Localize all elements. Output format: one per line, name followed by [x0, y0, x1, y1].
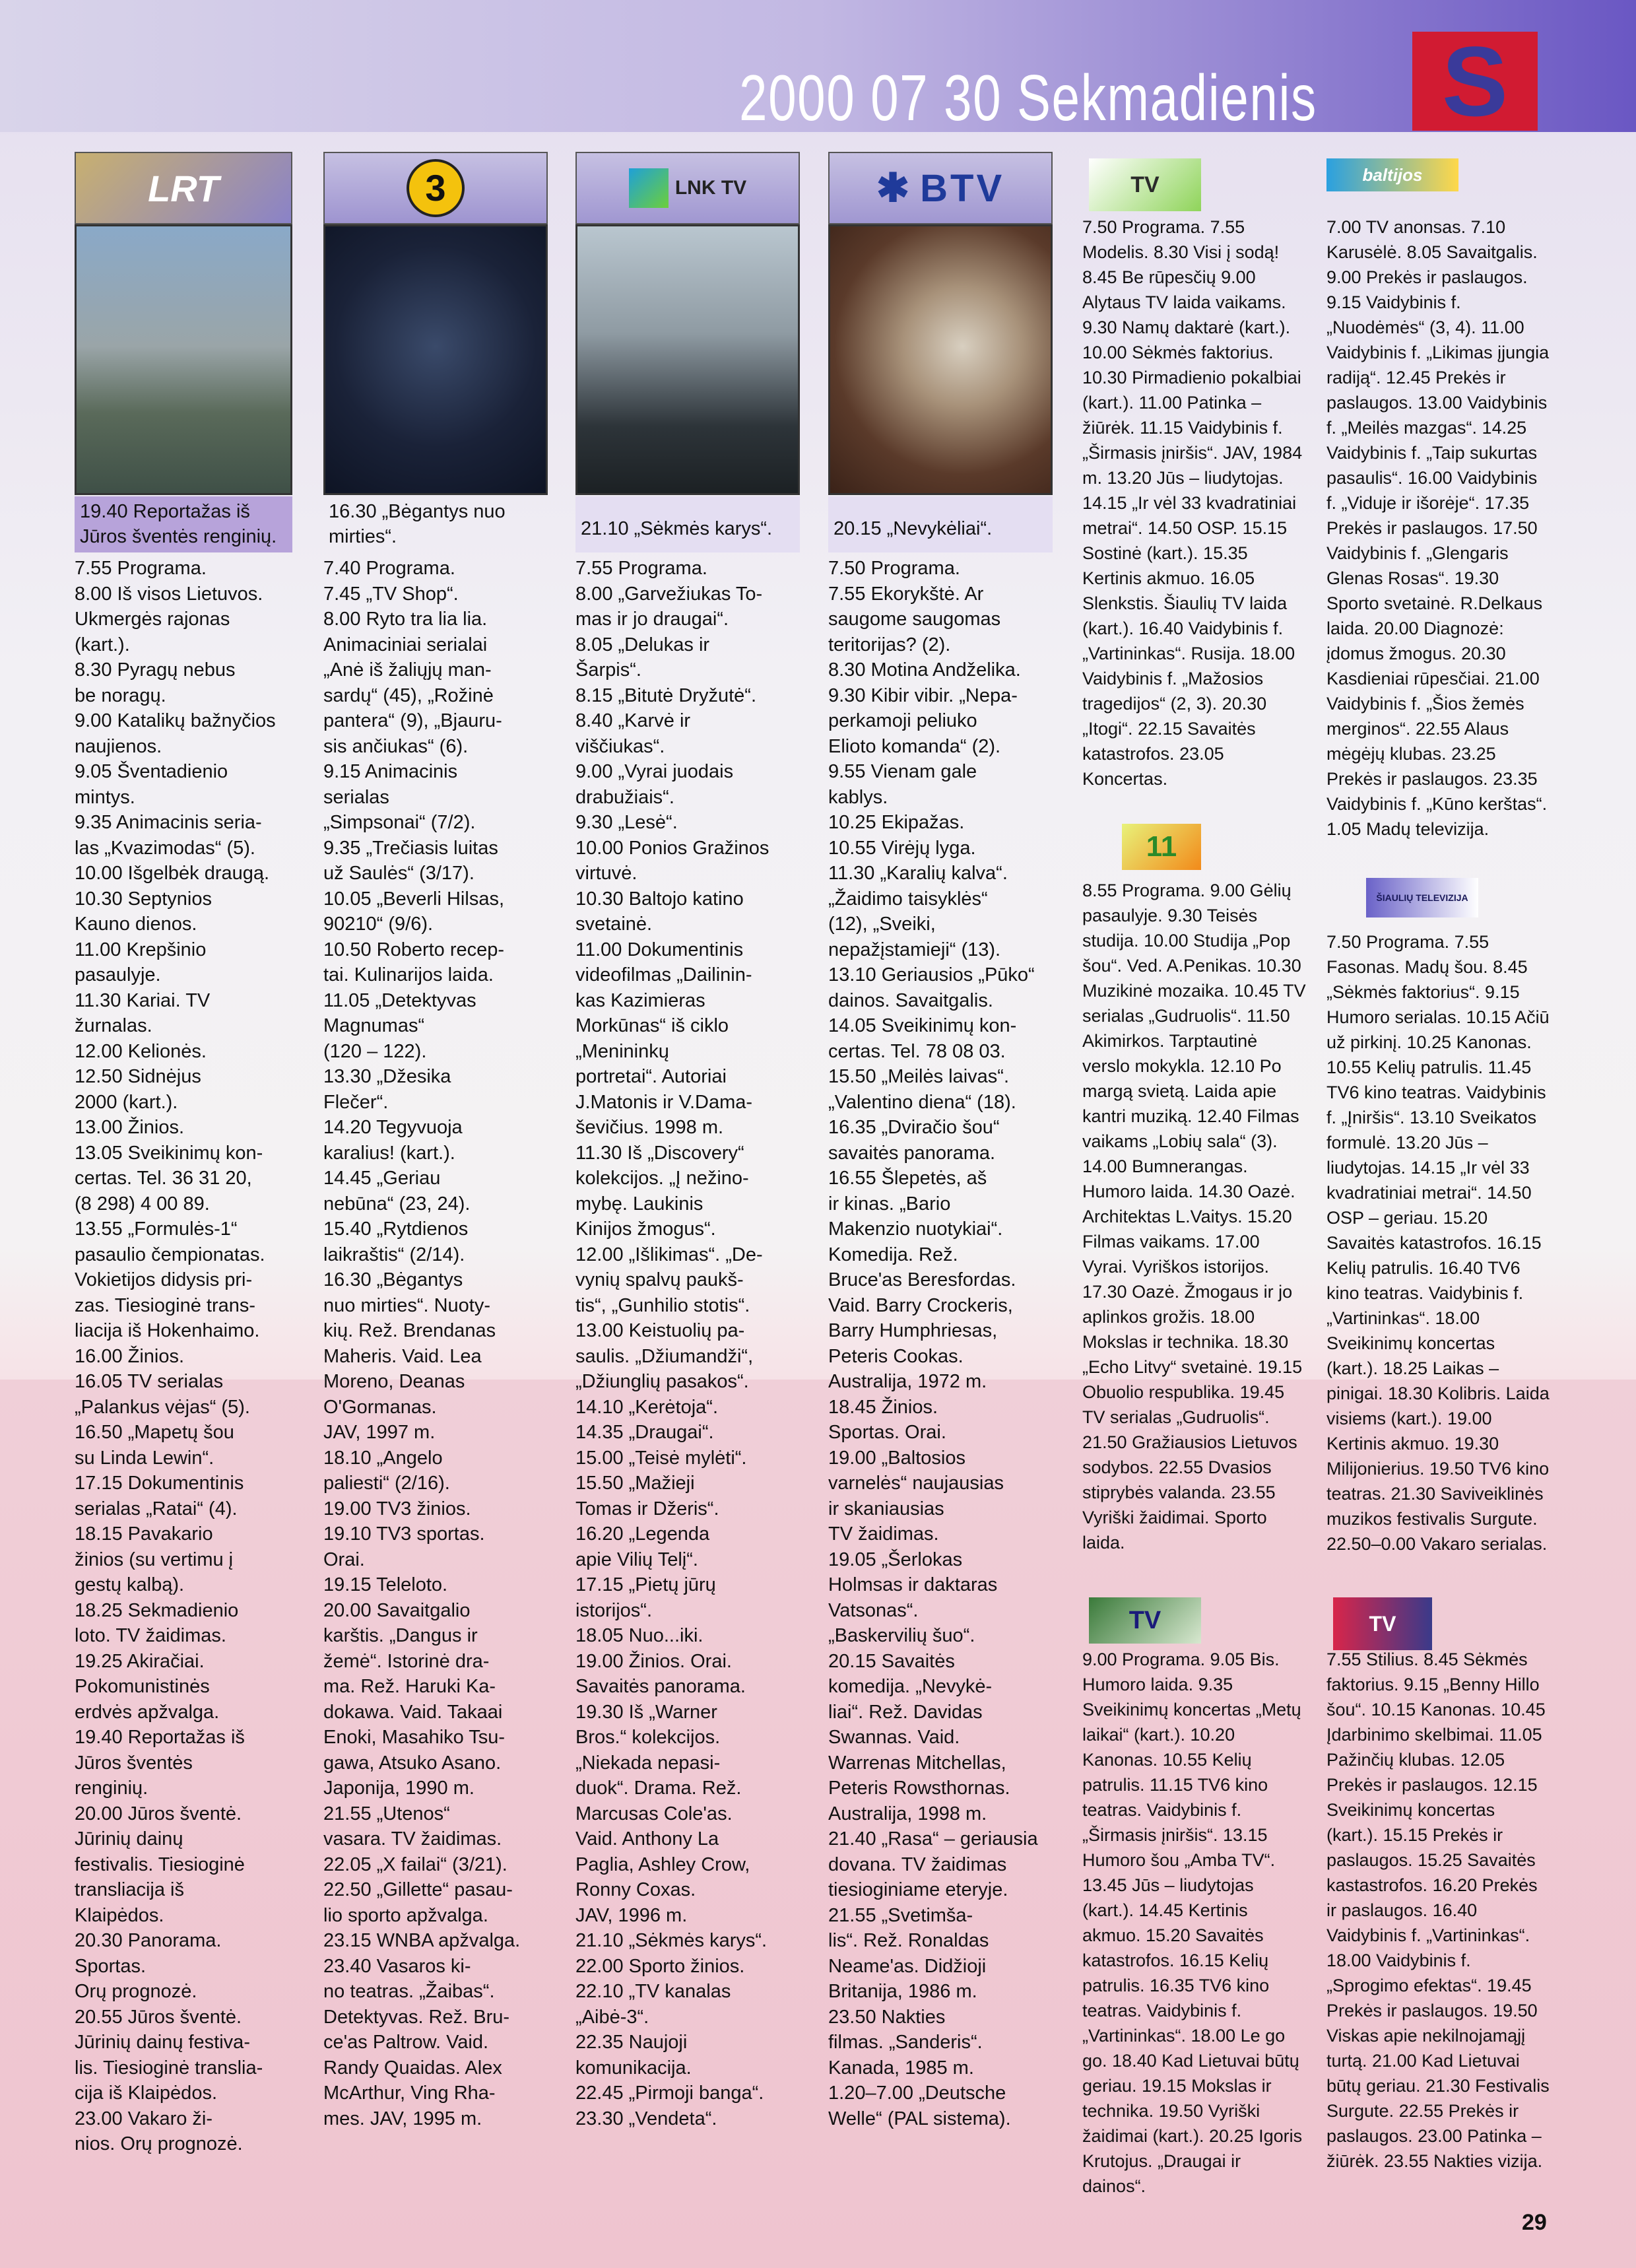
schedule-line: Peteris Cookas.	[828, 1345, 964, 1367]
schedule-line: 23.15 WNBA apžvalga.	[323, 1930, 521, 1951]
schedule-line: žinios (su vertimu į	[75, 1549, 234, 1570]
schedule-line: „Simpsonai“ (7/2).	[323, 812, 476, 833]
schedule-line: Marcusas Cole'as.	[575, 1803, 733, 1824]
schedule-line: 20.00 Savaitgalio	[323, 1599, 471, 1621]
schedule-line: 23.50 Nakties	[828, 2006, 946, 2028]
schedule-line: 18.15 Pavakario	[75, 1523, 213, 1545]
schedule-line: Kinijos žmogus“.	[575, 1218, 716, 1240]
schedule-line: McArthur, Ving Rha-	[323, 2083, 496, 2104]
schedule-line: mas ir jo draugai“.	[575, 609, 729, 630]
schedule-line: portretai“. Autoriai	[575, 1066, 727, 1087]
schedule-line: 19.00 „Baltosios	[828, 1447, 965, 1469]
schedule-line: pasaulio čempionatas.	[75, 1244, 265, 1265]
schedule-line: 22.10 „TV kanalas	[575, 1981, 731, 2002]
schedule-line: 8.15 „Bitutė Dryžutė“.	[575, 684, 756, 706]
schedule-baltijos: 7.00 TV anonsas. 7.10 Karusėlė. 8.05 Savaitgalis. 9.00 Prekės ir paslaugos. 9.15 Vaidybinis f. „Nuodėmės“ (3, 4). 11.00 Vaidybinis f. „Likimas įjungia radiją“. 12.45 Prekės ir paslaugos. 13.00 Vaidybinis f. „Meilės mazgas“. 14.25 Vaidybinis f. „Taip sukurtas pasaulis“. 16.00 Vaidybinis f. „Viduje ir išorėje“. 17.35 Prekės ir paslaugos. 17.50 Vaidybinis f. „Glengaris Glenas Rosas“. 19.30 Sporto svetainė. R.Delkaus laida. 20.00 Diagnozė: įdomus žmogus. 20.30 Kasdieniai rūpesčiai. 21.00 Vaidybinis f. „Šios žemės merginos“. 22.55 Alaus mėgėjų klubas. 23.25 Prekės ir paslaugos. 23.35 Vaidybinis f. „Kūno kerštas“. 1.05 Madų televizija.	[1326, 217, 1550, 839]
schedule-line: 18.10 „Angelo	[323, 1447, 443, 1469]
schedule-line: 90210“ (9/6).	[323, 914, 434, 935]
schedule-line: 8.30 Motina Andželika.	[828, 659, 1021, 681]
schedule-line: 12.00 Kelionės.	[75, 1040, 207, 1062]
schedule-line: 20.15 Savaitės	[828, 1650, 955, 1672]
schedule-line: Jūrinių dainų	[75, 1828, 183, 1850]
schedule-lnk	[575, 556, 800, 2131]
schedule-line: 19.30 Iš „Warner	[575, 1701, 717, 1723]
schedule-line: 8.30 Pyragų nebus	[75, 659, 236, 681]
schedule-line: 12.00 „Išlikimas“. „De-	[575, 1244, 763, 1265]
schedule-line: 20.00 Jūros šventė.	[75, 1803, 242, 1824]
schedule-line: komedija. „Nevykė-	[828, 1676, 993, 1697]
schedule-line: 21.55 „Utenos“	[323, 1803, 450, 1824]
schedule-line: Vaid. Anthony La	[575, 1828, 719, 1850]
snowflake-icon: ✱	[876, 166, 913, 210]
schedule-line: 10.00 Ponios Gražinos	[575, 837, 769, 859]
lnk-logo-text: LNK TV	[674, 177, 747, 199]
channel-photo-btv	[828, 224, 1053, 495]
day-badge: S	[1412, 32, 1538, 131]
schedule-line: 11.30 Kariai. TV žurnalas.	[75, 989, 211, 1036]
schedule-line: 20.55 Jūros šventė.	[75, 2006, 242, 2028]
schedule-line: 14.20 Tegyvuoja	[323, 1117, 463, 1138]
schedule-line: 13.55 „Formulės-1“	[75, 1218, 238, 1240]
channel-logo-lnk	[575, 152, 800, 224]
schedule-line: 11.30 Iš „Discovery“	[575, 1142, 744, 1164]
schedule-line: Makenzio nuotykiai“.	[828, 1218, 1003, 1240]
schedule-line: lis. Tiesioginė translia-	[75, 2057, 263, 2079]
schedule-line: Elioto komanda“ (2).	[828, 735, 1001, 757]
schedule-line: 16.05 TV serialas	[75, 1371, 224, 1392]
schedule-line: JAV, 1997 m.	[323, 1422, 436, 1443]
schedule-line: Barry Humphriesas,	[828, 1320, 998, 1341]
schedule-line: 22.00 Sporto žinios.	[575, 1955, 745, 1977]
schedule-line: Australija, 1998 m.	[828, 1803, 987, 1824]
schedule-line: nepažįstamieji“ (13).	[828, 939, 1001, 960]
schedule-line: 15.50 „Meilės laivas“.	[828, 1066, 1009, 1087]
schedule-line: Orų prognozė.	[75, 1981, 197, 2002]
schedule-line: 18.25 Sekmadienio	[75, 1599, 239, 1621]
schedule-line: apie Vilių Telį“.	[575, 1549, 698, 1570]
schedule-line: Holmsas ir daktaras	[828, 1574, 998, 1595]
schedule-line: 17.15 „Pietų jūrų	[575, 1574, 716, 1595]
schedule-line: 15.50 „Mažieji	[575, 1473, 695, 1494]
schedule-line: cija iš Klaipėdos.	[75, 2083, 217, 2104]
schedule-line: 22.50 „Gillette“ pasau-	[323, 1879, 513, 1900]
schedule-line: savaitės panorama.	[828, 1142, 996, 1164]
schedule-line: mintys.	[75, 786, 135, 808]
schedule-line: 13.30 „Džesika	[323, 1066, 451, 1087]
schedule-line: Randy Quaidas. Alex	[323, 2057, 502, 2079]
schedule-line: 19.00 Žinios. Orai.	[575, 1650, 732, 1672]
weekday: Sekmadienis	[1016, 61, 1317, 134]
schedule-line: Vatsonas“.	[828, 1599, 919, 1621]
page-number: 29	[1522, 2210, 1547, 2235]
schedule-line: erdvės apžvalga.	[75, 1701, 220, 1723]
schedule-line: (12), „Sveiki,	[828, 914, 936, 935]
schedule-line: 7.40 Programa.	[323, 558, 455, 579]
schedule-line: saulis. „Džiumandži“,	[575, 1345, 754, 1367]
schedule-line: 8.00 Ryto tra lia lia.	[323, 609, 488, 630]
schedule-line: svetainė.	[575, 914, 653, 935]
schedule-tv3	[323, 556, 548, 2131]
schedule-line: „Valentino diena“ (18).	[828, 1091, 1016, 1113]
schedule-line: O'Gormanas.	[323, 1396, 437, 1418]
schedule-line: „Džiunglių pasakos“.	[575, 1371, 749, 1392]
schedule-line: Moreno, Deanas	[323, 1371, 465, 1392]
schedule-line: 10.30 Baltojo katino	[575, 888, 744, 910]
schedule-line: Morkūnas“ iš ciklo	[575, 1015, 729, 1036]
schedule-line: nios. Orų prognozė.	[75, 2133, 243, 2154]
schedule-line: Animaciniai serialai	[323, 634, 488, 655]
schedule-line: lis“. Rež. Ronaldas	[828, 1930, 989, 1951]
schedule-line: 12.50 Sidnėjus	[75, 1066, 201, 1087]
schedule-line: 14.05 Sveikinimų kon-	[828, 1015, 1017, 1036]
schedule-line: kolekcijos. „Į nežino-	[575, 1168, 749, 1189]
schedule-line: 22.35 Naujoji	[575, 2032, 688, 2053]
schedule-line: 16.35 „Dviračio šou“	[828, 1117, 1000, 1138]
schedule-line: Enoki, Masahiko Tsu-	[323, 1727, 506, 1748]
schedule-line: festivalis. Tiesioginė	[75, 1853, 245, 1875]
schedule-line: 14.35 „Draugai“.	[575, 1422, 714, 1443]
schedule-line: varnelės“ naujausias	[828, 1473, 1004, 1494]
schedule-line: 10.05 „Beverli Hilsas,	[323, 888, 504, 910]
schedule-line: transliacija iš	[75, 1879, 184, 1900]
schedule-line: Ronny Coxas.	[575, 1879, 696, 1900]
schedule-line: viščiukas“.	[575, 735, 665, 757]
schedule-line: 19.10 TV3 sportas.	[323, 1523, 485, 1545]
schedule-line: kas Kazimieras	[575, 989, 705, 1011]
channel-logo-tv3	[323, 152, 548, 224]
schedule-line: Jūrinių dainų festiva-	[75, 2032, 250, 2053]
schedule-line: las „Kvazimodas“ (5).	[75, 837, 255, 859]
schedule-line: 21.40 „Rasa“ – geriausia	[828, 1828, 1038, 1850]
channel-logo-baltijos: baltijos	[1326, 158, 1458, 191]
schedule-line: 14.10 „Kerėtoja“.	[575, 1396, 719, 1418]
btv-logo-text: BTV	[920, 166, 1005, 210]
schedule-line: 19.05 „Šerlokas	[828, 1549, 963, 1570]
schedule-line: 19.25 Akiračiai.	[75, 1650, 205, 1672]
schedule-line: 9.35 „Trečiasis luitas	[323, 837, 498, 859]
schedule-line: „Aibė-3“.	[575, 2006, 649, 2028]
schedule-siauliu: 7.50 Programa. 7.55 Fasonas. Madų šou. 8.45 „Sėkmės faktorius“. 9.15 Humoro serialas. 10.15 Ačiū už pirkinį. 10.25 Kanonas. 10.55 Kelių patrulis. 11.45 TV6 kino teatras. Vaidybinis f. „Įniršis“. 13.10 Sveikatos formulė. 13.20 Jūs – liudytojas. 14.15 „Ir vėl 33 kvadratiniai metrai“. 14.50 OSP – geriau. 15.20 Savaitės katastrofos. 16.15 Kelių patrulis. 16.40 TV6 kino teatras. Vaidybinis f. „Vartininkas“. 18.00 Sveikinimų koncertas (kart.). 18.25 Laikas – pinigai. 18.30 Kolibris. Laida visiems (kart.). 19.00 Kertinis akmuo. 19.30 Milijonierius. 19.50 TV6 kino teatras. 21.30 Saviveiklinės muzikos festivalis Surgute. 22.50–0.00 Vakaro serialas.	[1326, 932, 1550, 1554]
schedule-line: dainos. Savaitgalis.	[828, 989, 993, 1011]
schedule-line: sis ančiukas“ (6).	[323, 735, 469, 757]
schedule-line: „Menininkų	[575, 1040, 669, 1062]
schedule-line: 20.30 Panorama.	[75, 1930, 222, 1951]
schedule-line: 19.00 TV3 žinios.	[323, 1498, 471, 1519]
schedule-line: 7.55 Programa.	[575, 558, 707, 579]
schedule-line: Neame'as. Didžioji	[828, 1955, 987, 1977]
schedule-line: tai. Kulinarijos laida.	[323, 964, 494, 985]
schedule-line: tis“, „Gunhilio stotis“.	[575, 1294, 750, 1316]
schedule-line: Swannas. Vaid.	[828, 1727, 960, 1748]
schedule-line: Peteris Rowsthornas.	[828, 1778, 1010, 1799]
schedule-line: Vokietijos didysis pri-	[75, 1269, 253, 1290]
highlight-tv3: 16.30 „Bėgantys nuo mirties“.	[329, 501, 506, 547]
schedule-line: 23.30 „Vendeta“.	[575, 2108, 717, 2129]
schedule-line: 13.10 Geriausios „Pūko“	[828, 964, 1035, 985]
schedule-line: 15.00 „Teisė mylėti“.	[575, 1447, 747, 1469]
schedule-line: 14.45 „Geriau	[323, 1168, 441, 1189]
schedule-line: Maheris. Vaid. Lea	[323, 1345, 482, 1367]
schedule-line: 7.50 Programa.	[828, 558, 960, 579]
schedule-line: Kauno dienos.	[75, 914, 197, 935]
schedule-line: Bruce'as Beresfordas.	[828, 1269, 1016, 1290]
schedule-line: certas. Tel. 36 31 20,	[75, 1168, 252, 1189]
schedule-line: ma. Rež. Haruki Ka-	[323, 1676, 496, 1697]
schedule-line: nebūna“ (23, 24).	[323, 1193, 471, 1215]
schedule-line: dovana. TV žaidimas	[828, 1853, 1007, 1875]
schedule-line: vasara. TV žaidimas.	[323, 1828, 502, 1850]
schedule-line: (120 – 122).	[323, 1040, 427, 1062]
schedule-vtv: 7.50 Programa. 7.55 Modelis. 8.30 Visi į sodą! 8.45 Be rūpesčių 9.00 Alytaus TV laida vaikams. 9.30 Namų daktarė (kart.). 10.00 Sėkmės faktorius. 10.30 Pirmadienio pokalbiai (kart.). 11.00 Patinka – žiūrėk. 11.15 Vaidybinis f. „Širmasis įniršis“. JAV, 1984 m. 13.20 Jūs – liudytojas. 14.15 „Ir vėl 33 kvadratiniai metrai“. 14.50 OSP. 15.15 Sostinė (kart.). 15.35 Kertinis akmuo. 16.05 Slenkstis. Šiaulių TV laida (kart.). 16.40 Vaidybinis f. „Vartininkas“. Rusija. 18.00 Vaidybinis f. „Mažosios tragedijos“ (2, 3). 20.30 „Itogi“. 22.15 Savaitės katastrofos. 23.05 Koncertas.	[1082, 217, 1303, 789]
schedule-line: 9.00 Katalikų bažnyčios	[75, 710, 276, 731]
schedule-line: 17.15 Dokumentinis	[75, 1473, 244, 1494]
channel-logo-vtv: TV	[1089, 158, 1201, 211]
channel-photo-tv3	[323, 224, 548, 495]
schedule-line: pasaulyje.	[75, 964, 161, 985]
schedule-lrt	[75, 556, 292, 2157]
schedule-line: istorijos“.	[575, 1599, 653, 1621]
schedule-line: pantera“ (9), „Bjauru-	[323, 710, 502, 731]
schedule-line: 9.05 Šventadienio	[75, 761, 228, 782]
schedule-line: 11.30 „Karalių kalva“.	[828, 863, 1008, 884]
schedule-line: sardų“ (45), „Rožinė	[323, 684, 494, 706]
schedule-line: 23.40 Vasaros ki-	[323, 1955, 471, 1977]
schedule-line: Jūros šventės	[75, 1752, 193, 1774]
schedule-line: 13.00 Žinios.	[75, 1117, 185, 1138]
schedule-line: JAV, 1996 m.	[575, 1904, 688, 1926]
schedule-line: 11.00 Krepšinio	[75, 939, 207, 960]
schedule-line: 16.00 Žinios.	[75, 1345, 185, 1367]
schedule-line: videofilmas „Dailinin-	[575, 964, 752, 985]
schedule-line: be noragų.	[75, 684, 166, 706]
highlight-lnk: 21.10 „Sėkmės karys“.	[575, 496, 800, 552]
schedule-line: 23.00 Vakaro ži-	[75, 2108, 213, 2129]
page-title	[739, 61, 1317, 135]
schedule-line: (kart.).	[75, 634, 130, 655]
schedule-line: Orai.	[323, 1549, 365, 1570]
schedule-line: 11.05 „Detektyvas	[323, 989, 476, 1011]
schedule-line: 8.00 „Garvežiukas To-	[575, 583, 763, 605]
channel-logo-siauliu: ŠIAULIŲ TELEVIZIJA	[1366, 878, 1478, 917]
schedule-line: tiesioginiame eteryje.	[828, 1879, 1008, 1900]
schedule-line: Komedija. Rež.	[828, 1244, 958, 1265]
schedule-line: duok“. Drama. Rež.	[575, 1778, 742, 1799]
schedule-line: 18.45 Žinios.	[828, 1396, 938, 1418]
schedule-line: naujienos.	[75, 735, 162, 757]
schedule-line: no teatras. „Žaibas“.	[323, 1981, 495, 2002]
schedule-btv	[828, 556, 1053, 2131]
highlight-btv: 20.15 „Nevykėliai“.	[828, 496, 1053, 552]
schedule-line: Klaipėdos.	[75, 1904, 164, 1926]
channel-photo-lrt	[75, 224, 292, 495]
channel-logo-artv: TV	[1089, 1597, 1201, 1644]
schedule-line: saugome saugomas	[828, 609, 1001, 630]
schedule-line: 22.05 „X failai“ (3/21).	[323, 1853, 507, 1875]
schedule-line: „Žaidimo taisyklės“	[828, 888, 988, 910]
schedule-line: 15.40 „Rytdienos	[323, 1218, 469, 1240]
schedule-line: 11.00 Dokumentinis	[575, 939, 744, 960]
schedule-line: perkamoji peliuko	[828, 710, 977, 731]
schedule-line: Australija, 1972 m.	[828, 1371, 987, 1392]
schedule-line: Warrenas Mitchellas,	[828, 1752, 1006, 1774]
schedule-line: Magnumas“	[323, 1015, 425, 1036]
schedule-line: Bros.“ kolekcijos.	[575, 1727, 721, 1748]
schedule-line: Tomas ir Džeris“.	[575, 1498, 719, 1519]
schedule-line: liai“. Rež. Davidas	[828, 1701, 983, 1723]
schedule-line: ir kinas. „Bario	[828, 1193, 951, 1215]
schedule-line: 9.55 Vienam gale	[828, 761, 977, 782]
lnk-logo-mark	[629, 168, 669, 208]
schedule-line: (8 298) 4 00 89.	[75, 1193, 210, 1215]
channel-column-lrt	[75, 152, 292, 2205]
channel-logo-tv6: TV	[1333, 1597, 1432, 1650]
schedule-line: mybę. Laukinis	[575, 1193, 703, 1215]
schedule-line: 8.40 „Karvė ir	[575, 710, 691, 731]
schedule-line: kablys.	[828, 786, 888, 808]
schedule-line: Detektyvas. Rež. Bru-	[323, 2006, 510, 2028]
schedule-line: vynių spalvų paukš-	[575, 1269, 744, 1290]
schedule-line: Britanija, 1986 m.	[828, 1981, 977, 2002]
channel-logo-lrt: LRT	[75, 152, 292, 224]
schedule-line: 8.05 „Delukas ir	[575, 634, 710, 655]
schedule-line: Flečer“.	[323, 1091, 389, 1113]
schedule-line: už Saulės“ (3/17).	[323, 863, 474, 884]
schedule-tv6: 7.55 Stilius. 8.45 Sėkmės faktorius. 9.15 „Benny Hillo šou“. 10.15 Kanonas. 10.45 Įdarbinimo skelbimai. 11.05 Pažinčių klubas. 12.05 Prekės ir paslaugos. 12.15 Sveikinimų koncertas (kart.). 15.15 Prekės ir paslaugos. 15.25 Savaitės kastastrofos. 16.20 Prekės ir paslaugos. 16.40 Vaidybinis f. „Vartininkas“. 18.00 Vaidybinis f. „Sprogimo efektas“. 19.45 Prekės ir paslaugos. 19.50 Viskas apie nekilnojamąjį turtą. 21.00 Kad Lietuvai būtų geriau. 21.30 Festivalis Surgute. 22.55 Prekės ir paslaugos. 23.00 Patinka – žiūrėk. 23.55 Nakties vizija.	[1326, 1650, 1550, 2171]
schedule-line: zas. Tiesioginė trans-	[75, 1294, 256, 1316]
schedule-line: Šarpis“.	[575, 659, 641, 681]
schedule-line: filmas. „Sanderis“.	[828, 2032, 983, 2053]
schedule-line: 16.20 „Legenda	[575, 1523, 710, 1545]
schedule-line: ševičius. 1998 m.	[575, 1117, 724, 1138]
schedule-line: 1.20–7.00 „Deutsche	[828, 2083, 1006, 2104]
schedule-line: ir skaniausias	[828, 1498, 944, 1519]
schedule-line: paliesti“ (2/16).	[323, 1473, 450, 1494]
schedule-line: Ukmergės rajonas	[75, 609, 230, 630]
schedule-line: „Anė iš žaliųjų man-	[323, 659, 492, 681]
schedule-line: Kanada, 1985 m.	[828, 2057, 974, 2079]
channel-photo-lnk	[575, 224, 800, 495]
schedule-line: renginių.	[75, 1778, 148, 1799]
schedule-tv11: 8.55 Programa. 9.00 Gėlių pasaulyje. 9.30 Teisės studija. 10.00 Studija „Pop šou“. Ved. A.Penikas. 10.30 Muzikinė mozaika. 10.45 TV serialas „Gudruolis“. 11.50 Akimirkos. Tarptautinė verslo mokykla. 12.10 Po margą svietą. Laida apie kantri muziką. 12.40 Filmas vaikams „Lobių sala“ (3). 14.00 Bumnerangas. Humoro laida. 14.30 Oazė. Architektas L.Vaitys. 15.20 Filmas vaikams. 17.00 Vyrai. Vyriškos istorijos. 17.30 Oazė. Žmogaus ir jo aplinkos grožis. 18.00 Mokslas ir technika. 18.30 „Echo Litvy“ svetainė. 19.15 Obuolio respublika. 19.45 TV serialas „Gudruolis“. 21.50 Gražiausios Lietuvos sodybos. 22.55 Dvasios stiprybės valanda. 23.55 Vyriški žaidimai. Sporto laida.	[1082, 881, 1306, 1552]
schedule-line: 22.45 „Pirmoji banga“.	[575, 2083, 764, 2104]
schedule-line: 10.50 Roberto recep-	[323, 939, 505, 960]
schedule-line: 2000 (kart.).	[75, 1091, 178, 1113]
schedule-line: virtuvė.	[575, 863, 638, 884]
schedule-line: 7.55 Programa.	[75, 558, 207, 579]
schedule-line: Paglia, Ashley Crow,	[575, 1853, 750, 1875]
schedule-line: 19.15 Teleloto.	[323, 1574, 448, 1595]
schedule-line: nuo mirties“. Nuoty-	[323, 1294, 491, 1316]
schedule-line: 18.05 Nuo...iki.	[575, 1625, 703, 1646]
schedule-line: Sportas.	[75, 1955, 146, 1977]
schedule-line: 10.55 Virėjų lyga.	[828, 837, 976, 859]
schedule-line: 9.15 Animacinis	[323, 761, 458, 782]
channel-logo-btv	[828, 152, 1053, 224]
schedule-line: serialas	[323, 786, 389, 808]
schedule-line: TV žaidimas.	[828, 1523, 939, 1545]
schedule-line: 7.55 Ekorykštė. Ar	[828, 583, 984, 605]
schedule-line: 9.30 Kibir vibir. „Nepa-	[828, 684, 1018, 706]
schedule-line: dokawa. Vaid. Takaai	[323, 1701, 503, 1723]
schedule-artv: 9.00 Programa. 9.05 Bis. Humoro laida. 9.35 Sveikinimų koncertas „Metų laikai“ (kart.). 10.20 Kanonas. 10.55 Kelių patrulis. 11.15 TV6 kino teatras. Vaidybinis f. „Širmasis įniršis“. 13.15 Humoro šou „Amba TV“. 13.45 Jūs – liudytojas (kart.). 14.45 Kertinis akmuo. 15.20 Savaitės katastrofos. 16.15 Kelių patrulis. 16.35 TV6 kino teatras. Vaidybinis f. „Vartininkas“. 18.00 Le go go. 18.40 Kad Lietuvai būtų geriau. 19.15 Mokslas ir technika. 19.50 Vyriški žaidimai (kart.). 20.25 Igoris Krutojus. „Draugai ir dainos“.	[1082, 1650, 1303, 2196]
schedule-line: 16.55 Šlepetės, aš	[828, 1168, 987, 1189]
schedule-line: Japonija, 1990 m.	[323, 1778, 474, 1799]
schedule-line: komunikacija.	[575, 2057, 692, 2079]
schedule-line: gawa, Atsuko Asano.	[323, 1752, 502, 1774]
schedule-line: „Baskervilių šuo“.	[828, 1625, 975, 1646]
schedule-line: 9.35 Animacinis seria-	[75, 812, 262, 833]
schedule-line: 9.30 „Lesė“.	[575, 812, 678, 833]
channel-logo-tv11: 11	[1122, 824, 1201, 870]
schedule-line: drabužiais“.	[575, 786, 674, 808]
schedule-line: lio sporto apžvalga.	[323, 1904, 488, 1926]
schedule-line: žemė“. Istorinė dra-	[323, 1650, 490, 1672]
schedule-line: Vaid. Barry Crockeris,	[828, 1294, 1013, 1316]
schedule-line: 13.05 Sveikinimų kon-	[75, 1142, 263, 1164]
schedule-line: 7.45 „TV Shop“.	[323, 583, 459, 605]
schedule-line: 10.25 Ekipažas.	[828, 812, 965, 833]
schedule-line: 21.10 „Sėkmės karys“.	[575, 1930, 768, 1951]
schedule-line: certas. Tel. 78 08 03.	[828, 1040, 1006, 1062]
schedule-line: 16.50 „Mapetų šou	[75, 1422, 234, 1443]
schedule-line: teritorijas? (2).	[828, 634, 951, 655]
schedule-line: karalius! (kart.).	[323, 1142, 455, 1164]
schedule-line: 9.00 „Vyrai juodais	[575, 761, 734, 782]
schedule-line: 8.00 Iš visos Lietuvos.	[75, 583, 263, 605]
schedule-line: mes. JAV, 1995 m.	[323, 2108, 482, 2129]
schedule-line: loto. TV žaidimas.	[75, 1625, 226, 1646]
schedule-line: 13.00 Keistuolių pa-	[575, 1320, 745, 1341]
schedule-line: laikraštis“ (2/14).	[323, 1244, 465, 1265]
schedule-line: karštis. „Dangus ir	[323, 1625, 478, 1646]
schedule-line: su Linda Lewin“.	[75, 1447, 214, 1469]
schedule-line: „Palankus vėjas“ (5).	[75, 1396, 250, 1418]
schedule-line: Pokomunistinės	[75, 1676, 210, 1697]
highlight-lrt: 19.40 Reportažas iš Jūros šventės renginių.	[75, 496, 292, 552]
schedule-line: „Niekada nepasi-	[575, 1752, 721, 1774]
schedule-line: 10.00 Išgelbėk draugą.	[75, 863, 270, 884]
schedule-line: serialas „Ratai“ (4).	[75, 1498, 238, 1519]
schedule-line: 10.30 Septynios	[75, 888, 212, 910]
schedule-line: gestų kalbą).	[75, 1574, 185, 1595]
schedule-line: 16.30 „Bėgantys	[323, 1269, 463, 1290]
schedule-line: Sportas. Orai.	[828, 1422, 946, 1443]
schedule-line: kių. Rež. Brendanas	[323, 1320, 496, 1341]
schedule-line: J.Matonis ir V.Dama-	[575, 1091, 753, 1113]
tv3-logo-circle: 3	[407, 159, 465, 217]
schedule-line: 19.40 Reportažas iš	[75, 1727, 245, 1748]
schedule-line: liacija iš Hokenhaimo.	[75, 1320, 260, 1341]
schedule-line: ce'as Paltrow. Vaid.	[323, 2032, 489, 2053]
schedule-line: Welle“ (PAL sistema).	[828, 2108, 1011, 2129]
schedule-line: 21.55 „Svetimša-	[828, 1904, 973, 1926]
date: 2000 07 30	[739, 61, 1002, 134]
schedule-line: Savaitės panorama.	[575, 1676, 746, 1697]
